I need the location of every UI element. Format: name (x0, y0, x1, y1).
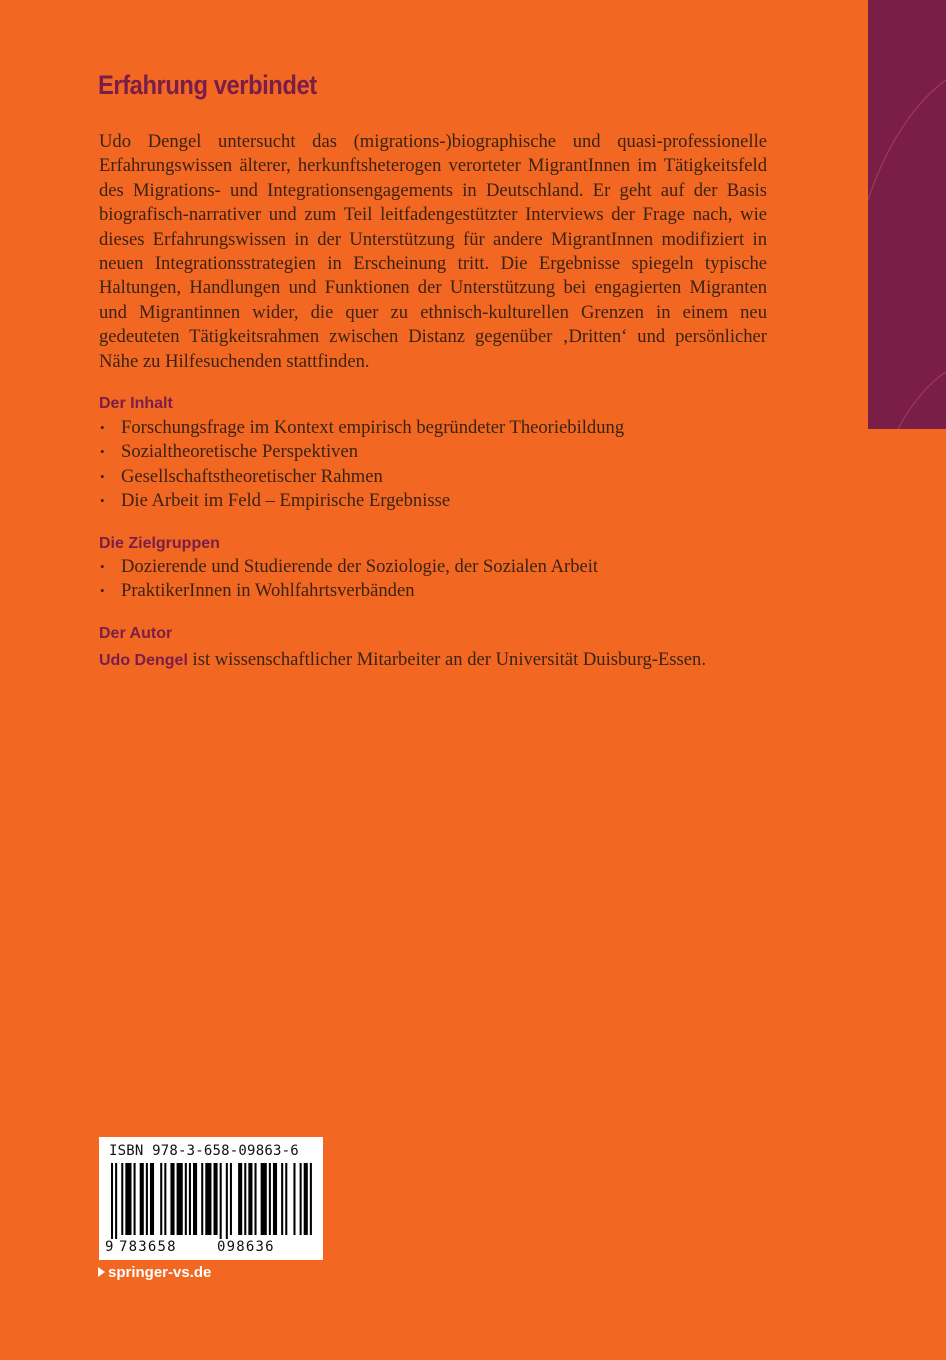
accent-band (868, 0, 946, 429)
barcode-bar (238, 1163, 242, 1235)
triangle-right-icon (98, 1267, 105, 1277)
barcode-bar (164, 1163, 166, 1235)
list-item: • Gesellschaftstheoretischer Rahmen (99, 465, 624, 489)
isbn-barcode (99, 1137, 323, 1260)
barcode-bar (150, 1163, 154, 1235)
barcode-bar (273, 1163, 277, 1235)
barcode-bar (185, 1163, 187, 1235)
barcode-bar (310, 1163, 312, 1235)
description-paragraph: Udo Dengel untersucht das (migrations-)biographische und quasi-professionelle Erfahrungswissen älterer, herkunftsheterogen verorteter MigrantInnen im Tätigkeitsfeld des Migrations- und Integrationsengagements in Deutschland. Er geht auf der Basis biografisch-narrativer und zum Teil leitfadengestützter Interviews der Frage nach, wie dieses Erfahrungswissen in der Unterstützung für andere MigrantInnen modifiziert in neuen Integrationsstrategien in Erscheinung tritt. Die Ergebnisse spiegeln typische Haltungen, Handlungen und Funktionen der Unterstützung bei engagierten Migranten und Migrantinnen wider, die quer zu ethnisch-kulturellen Grenzen in einem neu gedeuteten Tätigkeitsrahmen zwischen Distanz gegenüber ‚Dritten‘ und persönlicher Nähe zu Hilfesuchenden stattfinden. (99, 131, 767, 372)
barcode-bar (205, 1163, 211, 1235)
barcode-bar (177, 1163, 183, 1235)
audience-heading: Die Zielgruppen (99, 535, 220, 552)
barcode-bars-icon (99, 1163, 323, 1239)
barcode-bar (121, 1163, 123, 1235)
barcode-bar (115, 1163, 117, 1239)
barcode-bar (140, 1163, 144, 1235)
bullet-icon: • (100, 420, 105, 435)
barcode-bar (261, 1163, 267, 1235)
publisher-link[interactable] (98, 1264, 211, 1281)
back-cover-title: Erfahrung verbindet (98, 70, 317, 100)
barcode-digit-group-1: 783658 (119, 1239, 177, 1255)
decorative-arcs (868, 0, 946, 429)
list-item: • Die Arbeit im Feld – Empirische Ergebnisse (99, 489, 624, 513)
author-name: Udo Dengel (99, 652, 188, 669)
barcode-bar (214, 1163, 218, 1235)
barcode-bar (304, 1163, 308, 1235)
list-item: • Forschungsfrage im Kontext empirisch begründeter Theoriebildung (99, 416, 624, 440)
barcode-bar (160, 1163, 162, 1235)
barcode-bar (146, 1163, 148, 1235)
barcode-bar (269, 1163, 271, 1235)
barcode-bar (230, 1163, 232, 1235)
list-item: • Dozierende und Studierende der Soziologie, der Sozialen Arbeit (99, 555, 598, 579)
barcode-bar (201, 1163, 203, 1235)
audience-list (99, 555, 598, 604)
barcode-bar (244, 1163, 246, 1235)
bullet-icon: • (100, 559, 105, 574)
barcode-bar (220, 1163, 222, 1239)
bullet-icon: • (100, 468, 105, 484)
bullet-icon: • (100, 493, 105, 509)
publisher-url: springer-vs.de (108, 1264, 212, 1281)
barcode-bar (170, 1163, 174, 1235)
barcode-digit-group-2: 098636 (217, 1239, 275, 1255)
author-heading: Der Autor (99, 625, 173, 642)
list-item: • PraktikerInnen in Wohlfahrtsverbänden (99, 579, 598, 603)
barcode-bar (293, 1163, 295, 1235)
list-item: • Sozialtheoretische Perspektiven (99, 440, 624, 464)
barcode-bar (125, 1163, 131, 1235)
author-bio-text: ist wissenschaftlicher Mitarbeiter an der Universität Duisburg-Essen. (187, 649, 706, 670)
bullet-icon: • (100, 583, 105, 599)
contents-heading: Der Inhalt (99, 395, 173, 412)
barcode-bar (226, 1163, 228, 1239)
barcode-bar (193, 1163, 197, 1235)
contents-list (99, 416, 624, 514)
barcode-bar (189, 1163, 191, 1235)
barcode-bar (285, 1163, 287, 1235)
bullet-icon: • (100, 444, 105, 460)
barcode-digit-lead: 9 (105, 1239, 114, 1255)
author-bio (99, 648, 706, 673)
isbn-label: ISBN 978-3-658-09863-6 (109, 1143, 299, 1159)
barcode-bar (300, 1163, 302, 1235)
barcode-bar (111, 1163, 113, 1239)
barcode-bar (255, 1163, 257, 1235)
barcode-bar (134, 1163, 136, 1235)
barcode-bar (281, 1163, 283, 1235)
barcode-bar (248, 1163, 252, 1235)
